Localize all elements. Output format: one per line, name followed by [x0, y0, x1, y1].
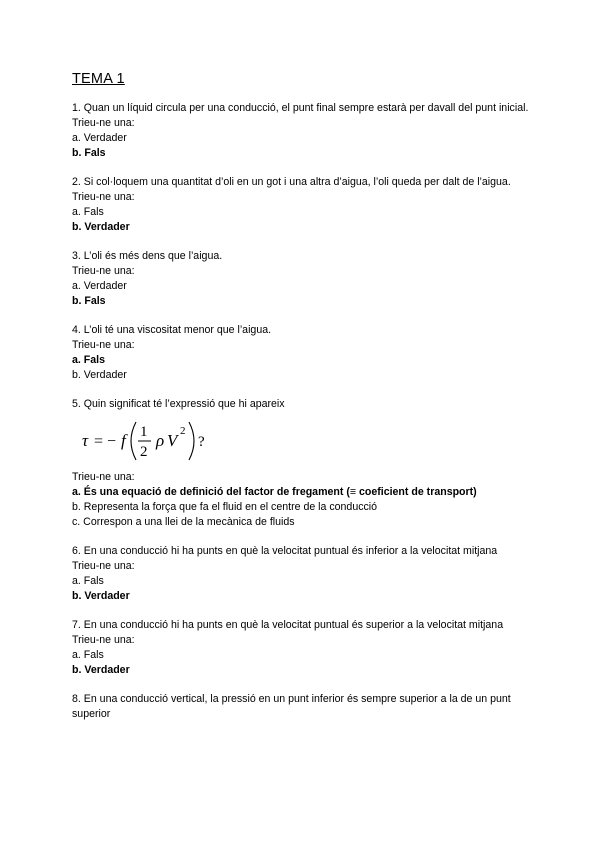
answer-option-correct: a. És una equació de definició del factor de fregament (≡ coeficient de transport): [72, 486, 477, 498]
answer-option: a. Fals: [72, 206, 104, 218]
friction-factor-formula: [76, 416, 532, 464]
choose-one-label: Trieu-ne una:: [72, 339, 135, 351]
answer-option: c. Correspon a una llei de la mecànica de fluids: [72, 516, 295, 528]
question-5: [72, 397, 532, 530]
question-2: [72, 175, 532, 235]
answer-option: a. Fals: [72, 575, 104, 587]
formula-tau: τ: [82, 431, 89, 450]
choose-one-label: Trieu-ne una:: [72, 265, 135, 277]
answer-option-correct: b. Fals: [72, 295, 106, 307]
question-text: 7. En una conducció hi ha punts en què la velocitat puntual és superior a la velocitat mitjana: [72, 619, 504, 631]
answer-option-correct: b. Verdader: [72, 664, 130, 676]
question-text: 3. L’oli és més dens que l’aigua.: [72, 250, 223, 262]
question-1: [72, 101, 532, 161]
question-3: [72, 249, 532, 309]
formula-question-mark: ?: [198, 434, 205, 450]
choose-one-label: Trieu-ne una:: [72, 471, 135, 483]
formula-exponent: 2: [180, 425, 186, 437]
formula-f: f: [121, 431, 126, 450]
question-text: 1. Quan un líquid circula per una conducció, el punt final sempre estarà per davall del punt inicial.: [72, 102, 529, 114]
formula-left-paren: [131, 422, 136, 460]
answer-option: b. Representa la força que fa el fluid en el centre de la conducció: [72, 501, 378, 513]
answer-option: a. Verdader: [72, 280, 127, 292]
question-text: 4. L’oli té una viscositat menor que l’aigua.: [72, 324, 272, 336]
question-text: 8. En una conducció vertical, la pressió en un punt inferior és sempre superior a la de un punt superior: [72, 693, 511, 720]
answer-option: a. Verdader: [72, 132, 127, 144]
formula-graphic: [76, 416, 226, 464]
formula-equals-minus: = −: [94, 433, 117, 450]
choose-one-label: Trieu-ne una:: [72, 117, 135, 129]
formula-numerator: 1: [140, 424, 148, 440]
question-6: [72, 544, 532, 604]
question-4: [72, 323, 532, 383]
choose-one-label: Trieu-ne una:: [72, 191, 135, 203]
choose-one-label: Trieu-ne una:: [72, 634, 135, 646]
formula-right-paren: [189, 422, 194, 460]
answer-option-correct: b. Fals: [72, 147, 106, 159]
answer-option-correct: b. Verdader: [72, 221, 130, 233]
answer-option-correct: b. Verdader: [72, 590, 130, 602]
formula-denominator: 2: [140, 444, 148, 460]
answer-option: b. Verdader: [72, 369, 127, 381]
question-text: 5. Quin significat té l’expressió que hi apareix: [72, 398, 285, 410]
formula-v: V: [167, 431, 178, 450]
answer-option-correct: a. Fals: [72, 354, 105, 366]
question-text: 6. En una conducció hi ha punts en què la velocitat puntual és inferior a la velocitat mitjana: [72, 545, 498, 557]
page-title: TEMA 1: [72, 71, 125, 87]
choose-one-label: Trieu-ne una:: [72, 560, 135, 572]
question-7: [72, 618, 532, 678]
answer-option: a. Fals: [72, 649, 104, 661]
question-8: [72, 692, 532, 722]
formula-rho: ρ: [156, 431, 165, 450]
question-text: 2. Si col·loquem una quantitat d’oli en un got i una altra d’aigua, l’oli queda per dalt de l’aigua.: [72, 176, 511, 188]
document-page: [72, 72, 532, 736]
